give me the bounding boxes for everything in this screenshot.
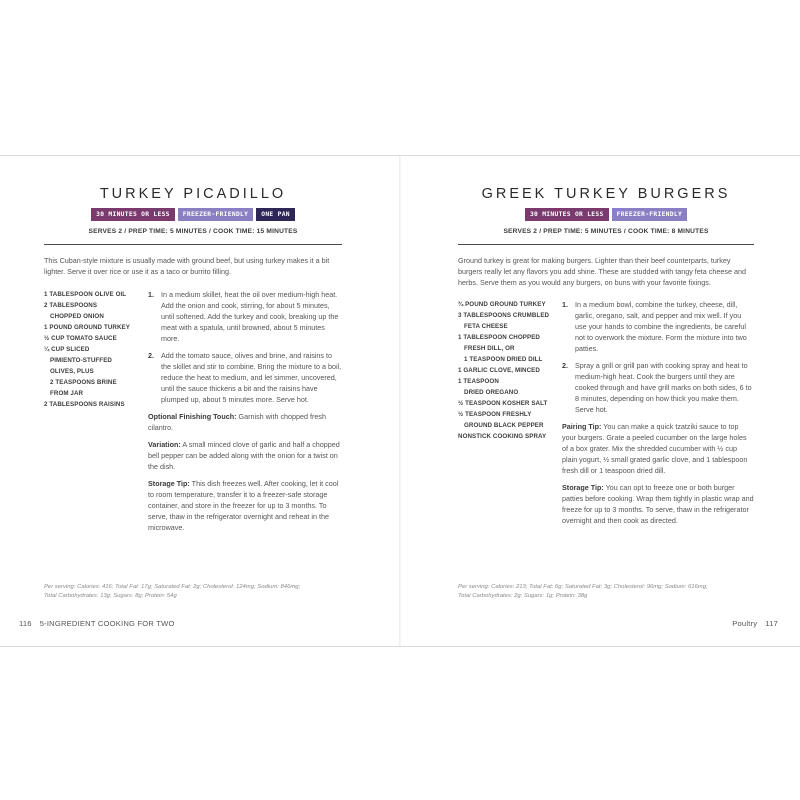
step [148, 289, 342, 344]
ingredient-item: NONSTICK COOKING SPRAY [458, 433, 547, 440]
nutrition-info [44, 583, 342, 600]
badge-row [458, 208, 754, 221]
left-page [44, 156, 342, 646]
ingredient-item: 2 TEASPOONS BRINE [50, 379, 117, 386]
divider-rule [44, 244, 342, 245]
variation-note [148, 439, 342, 472]
recipe-meta: SERVES 2 / PREP TIME: 5 MINUTES / COOK TIME: 8 MINUTES [503, 228, 709, 235]
step-text: Add the tomato sauce, olives and brine, and raisins to the skillet and stir to combine. Bring the mixture to a boil, reduce the heat to medium, and let simmer, uncovered, until the sauce thickens a bit and the raisins have plumped up, about 5 minutes more. Serve hot. [161, 351, 342, 404]
nutrition-info [458, 583, 754, 600]
recipe-meta: SERVES 2 / PREP TIME: 5 MINUTES / COOK TIME: 15 MINUTES [88, 228, 298, 235]
ingredient-item: FETA CHEESE [464, 323, 508, 330]
badge-30-minutes: 30 MINUTES OR LESS [91, 208, 175, 221]
note-text: Garnish with chopped fresh cilantro. [148, 412, 326, 432]
left-folio [19, 619, 175, 628]
ingredient-item: PIMIENTO-STUFFED [50, 357, 112, 364]
ingredient-item: FRESH DILL, OR [464, 345, 515, 352]
nutrition-line: Per serving: Calories: 416; Total Fat: 17g; Saturated Fat: 2g; Cholesterol: 124mg; Sodium: 846mg; [44, 584, 301, 590]
step-text: In a medium skillet, heat the oil over medium-high heat. Add the onion and cook, stirring, for about 5 minutes, until softened. Add the turkey and cook, breaking up the meat with a spatula, until browned, about 5 minutes more. [161, 290, 339, 343]
ingredient-item: FROM JAR [50, 390, 84, 397]
ingredient-item: ½ TEASPOON KOSHER SALT [458, 400, 548, 407]
step [562, 360, 754, 415]
ingredient-item: 1 TABLESPOON CHOPPED [458, 334, 540, 341]
storage-tip-note [562, 482, 754, 526]
step-number: 2. [148, 351, 154, 360]
ingredient-item: ½ TEASPOON FRESHLY [458, 411, 532, 418]
page-gutter [399, 156, 401, 646]
note-text: You can opt to freeze one or both burger patties before cooking. Wrap them tightly in plastic wrap and freeze for up to 3 months. To serve, thaw in the refrigerator overnight and then cook as directed. [562, 483, 754, 525]
step-number: 1. [562, 300, 568, 309]
running-head: Poultry [732, 619, 758, 628]
badge-freezer-friendly: FREEZER-FRIENDLY [178, 208, 253, 221]
ingredient-item: 1 TEASPOON DRIED DILL [464, 356, 543, 363]
note-label: Pairing Tip: [562, 422, 602, 431]
note-text: A small minced clove of garlic and half a chopped bell pepper can be added along with the onion for a twist on the dish. [148, 440, 340, 471]
note-label: Storage Tip: [148, 479, 190, 488]
ingredient-item: ¼ CUP SLICED [44, 346, 90, 353]
nutrition-line: Total Carbohydrates: 2g; Sugars: 1g; Protein: 38g [458, 592, 588, 599]
ingredient-item: ½ CUP TOMATO SAUCE [44, 335, 117, 342]
nutrition-line: Total Carbohydrates: 13g; Sugars: 8g; Protein: 54g [44, 592, 177, 599]
running-head: 5-INGREDIENT COOKING FOR TWO [39, 619, 175, 628]
storage-tip-note [148, 478, 342, 533]
ingredient-item: GROUND BLACK PEPPER [464, 422, 544, 429]
ingredient-item: ¾ POUND GROUND TURKEY [458, 301, 546, 308]
note-text: This dish freezes well. After cooking, let it cool to room temperature, transfer it to a freezer-safe storage container, and store in the freezer for up to 3 months. To serve, thaw in the refrigerator overnight and reheat in the microwave. [148, 479, 339, 532]
right-page [458, 156, 754, 646]
recipe-title: GREEK TURKEY BURGERS [481, 186, 731, 202]
directions [148, 289, 342, 539]
ingredient-item: 2 TABLESPOONS [44, 302, 98, 309]
step [148, 350, 342, 405]
page-number: 116 [19, 619, 32, 628]
pairing-tip-note [562, 421, 754, 476]
step-number: 1. [148, 290, 154, 299]
right-folio [732, 619, 778, 628]
step [562, 299, 754, 354]
recipe-intro: This Cuban-style mixture is usually made with ground beef, but using turkey makes it a bit lighter. Serve it over rice or use it as a taco or burrito filling. [44, 256, 330, 276]
ingredient-item: 1 TEASPOON [458, 378, 499, 385]
note-label: Optional Finishing Touch: [148, 412, 237, 421]
ingredient-item: 1 GARLIC CLOVE, MINCED [458, 367, 540, 374]
note-label: Storage Tip: [562, 483, 604, 492]
badge-row [44, 208, 342, 221]
ingredient-item: CHOPPED ONION [50, 313, 104, 320]
nutrition-line: Per serving: Calories: 213; Total Fat: 6g; Saturated Fat: 3g; Cholesterol: 96mg; Sodium: 616mg; [458, 584, 708, 590]
step-number: 2. [562, 361, 568, 370]
finishing-touch-note [148, 411, 342, 433]
book-spread [0, 155, 800, 647]
ingredient-item: DRIED OREGANO [464, 389, 519, 396]
ingredient-item: OLIVES, PLUS [50, 368, 94, 375]
step-text: Spray a grill or grill pan with cooking spray and heat to medium-high heat. Cook the burgers until they are cooked through and have grill marks on both sides, 6 to 8 minutes, depending on how thick you make them. Serve hot. [575, 361, 752, 414]
ingredient-item: 1 TABLESPOON OLIVE OIL [44, 291, 127, 298]
note-text: You can make a quick tzatziki sauce to top your burgers. Grate a peeled cucumber on the large holes of a box grater. Mix the shredded cucumber with ½ cup plain yogurt, ½ small grated garlic clove, and 1 tablespoon fresh dill or 1 teaspoon dried dill. [562, 422, 748, 475]
recipe-title: TURKEY PICADILLO [99, 186, 287, 202]
ingredient-item: 3 TABLESPOONS CRUMBLED [458, 312, 550, 319]
page-number: 117 [765, 619, 778, 628]
divider-rule [458, 244, 754, 245]
note-label: Variation: [148, 440, 181, 449]
badge-30-minutes: 30 MINUTES OR LESS [525, 208, 609, 221]
ingredient-item: 2 TABLESPOONS RAISINS [44, 401, 125, 408]
badge-freezer-friendly: FREEZER-FRIENDLY [612, 208, 687, 221]
ingredient-list [458, 299, 558, 442]
directions [562, 299, 754, 532]
badge-one-pan: ONE PAN [256, 208, 295, 221]
ingredient-list [44, 289, 144, 410]
step-text: In a medium bowl, combine the turkey, cheese, dill, garlic, oregano, salt, and pepper and mix well. If you use your hands to combine the ingredients, be careful not to overwork the mixture. Form the mixture into two patties. [575, 300, 747, 353]
recipe-intro: Ground turkey is great for making burgers. Lighter than their beef counterparts, turkey burgers really let any flavors you add shine. These are studded with tangy feta cheese and herbs. Serve them as you would any burgers, on buns with your favorite fixings. [458, 256, 746, 287]
ingredient-item: 1 POUND GROUND TURKEY [44, 324, 130, 331]
